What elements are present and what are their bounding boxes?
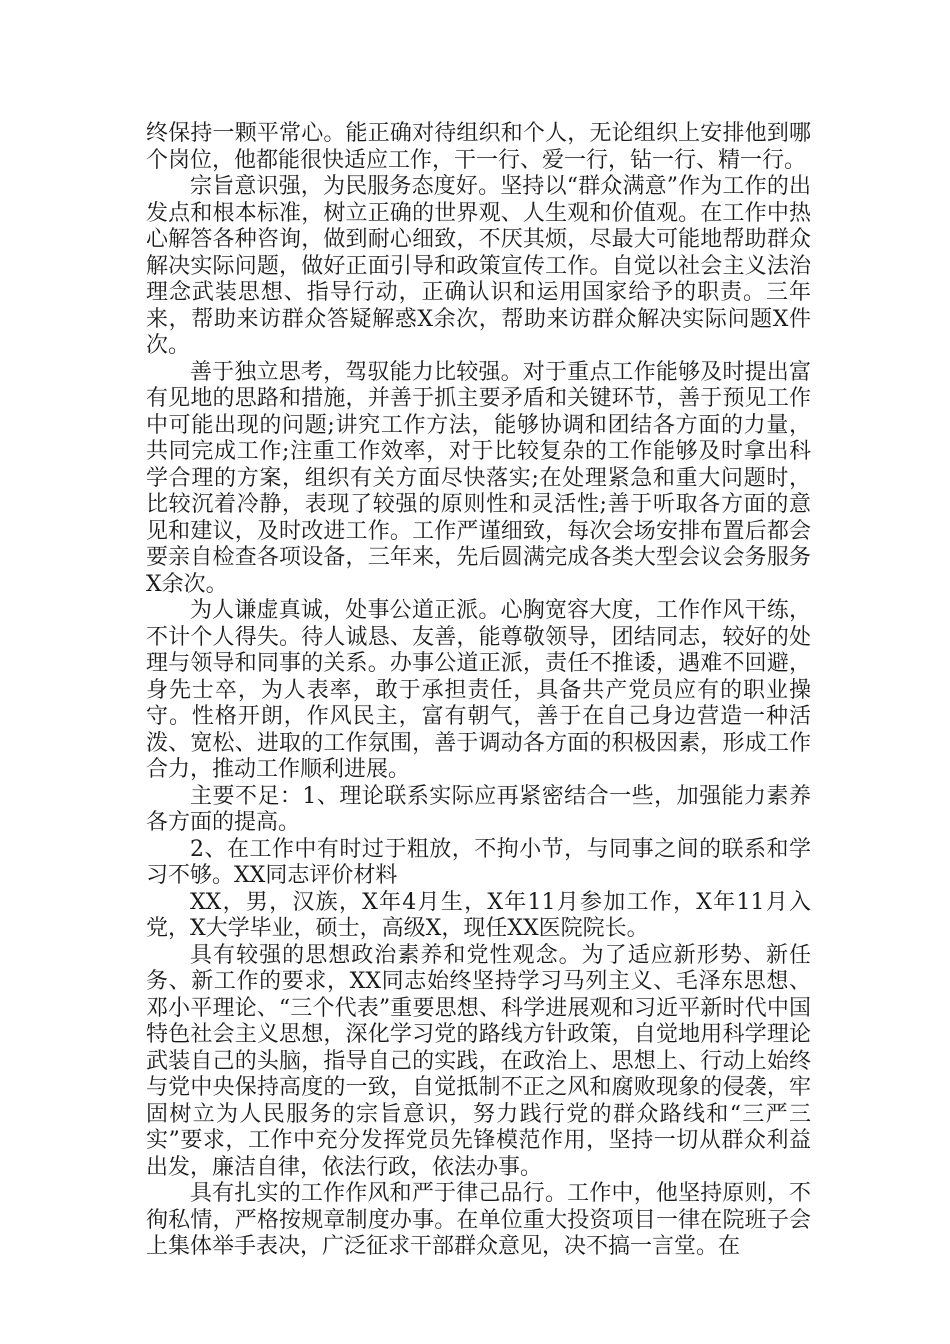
paragraph: 宗旨意识强，为民服务态度好。坚持以“群众满意”作为工作的出发点和根本标准，树立正确的世界观、人生观和价值观。在工作中热心解答各种咨询，做到耐心细致，不厌其烦，尽最大可能地帮助群众解决实际问题，做好正面引导和政策宣传工作。自觉以社会主义法治理念武装思想、指导行动，正确认识和运用国家给予的职责。三年来，帮助来访群众答疑解惑X余次，帮助来访群众解决实际问题X件次。 xyxy=(146,174,811,358)
paragraph: 具有较强的思想政治素养和党性观念。为了适应新形势、新任务、新工作的要求，XX同志始终坚持学习马列主义、毛泽东思想、邓小平理论、“三个代表”重要思想、科学进展观和习近平新时代中国特色社会主义思想，深化学习党的路线方针政策，自觉地用科学理论武装自己的头脑，指导自己的实践，在政治上、思想上、行动上始终与党中央保持高度的一致，自觉抵制不正之风和腐败现象的侵袭，牢固树立为人民服务的宗旨意识，努力践行党的群众路线和“三严三实”要求，工作中充分发挥党员先锋模范作用，坚持一切从群众利益出发，廉洁自律，依法行政，依法办事。 xyxy=(146,942,811,1180)
paragraph: 终保持一颗平常心。能正确对待组织和个人，无论组织上安排他到哪个岗位，他都能很快适应工作，干一行、爱一行，钻一行、精一行。 xyxy=(146,121,811,173)
document-body xyxy=(146,121,811,1261)
paragraph: 具有扎实的工作作风和严于律己品行。工作中，他坚持原则，不徇私情，严格按规章制度办事。在单位重大投资项目一律在院班子会上集体举手表决，广泛征求干部群众意见，决不搞一言堂。在 xyxy=(146,1181,811,1259)
paragraph: 主要不足：1、理论联系实际应再紧密结合一些，加强能力素养各方面的提高。 xyxy=(146,783,811,835)
paragraph: 善于独立思考，驾驭能力比较强。对于重点工作能够及时提出富有见地的思路和措施，并善于抓主要矛盾和关键环节，善于预见工作中可能出现的问题;讲究工作方法，能够协调和团结各方面的力量，共同完成工作;注重工作效率，对于比较复杂的工作能够及时拿出科学合理的方案，组织有关方面尽快落实;在处理紧急和重大问题时，比较沉着冷静，表现了较强的原则性和灵活性;善于听取各方面的意见和建议，及时改进工作。工作严谨细致，每次会场安排布置后都会要亲自检查各项设备，三年来，先后圆满完成各类大型会议会务服务X余次。 xyxy=(146,359,811,597)
paragraph: XX，男，汉族，X年4月生，X年11月参加工作，X年11月入党，X大学毕业，硕士，高级X，现任XX医院院长。 xyxy=(146,889,811,941)
paragraph: 为人谦虚真诚，处事公道正派。心胸宽容大度，工作作风干练，不计个人得失。待人诚恳、友善，能尊敬领导，团结同志，较好的处理与领导和同事的关系。办事公道正派，责任不推诿，遇难不回避，身先士卒，为人表率，敢于承担责任，具备共产党员应有的职业操守。性格开朗，作风民主，富有朝气，善于在自己身边营造一种活泼、宽松、进取的工作氛围，善于调动各方面的积极因素，形成工作合力，推动工作顺利进展。 xyxy=(146,598,811,782)
paragraph: 2、在工作中有时过于粗放，不拘小节，与同事之间的联系和学习不够。XX同志评价材料 xyxy=(146,836,811,888)
